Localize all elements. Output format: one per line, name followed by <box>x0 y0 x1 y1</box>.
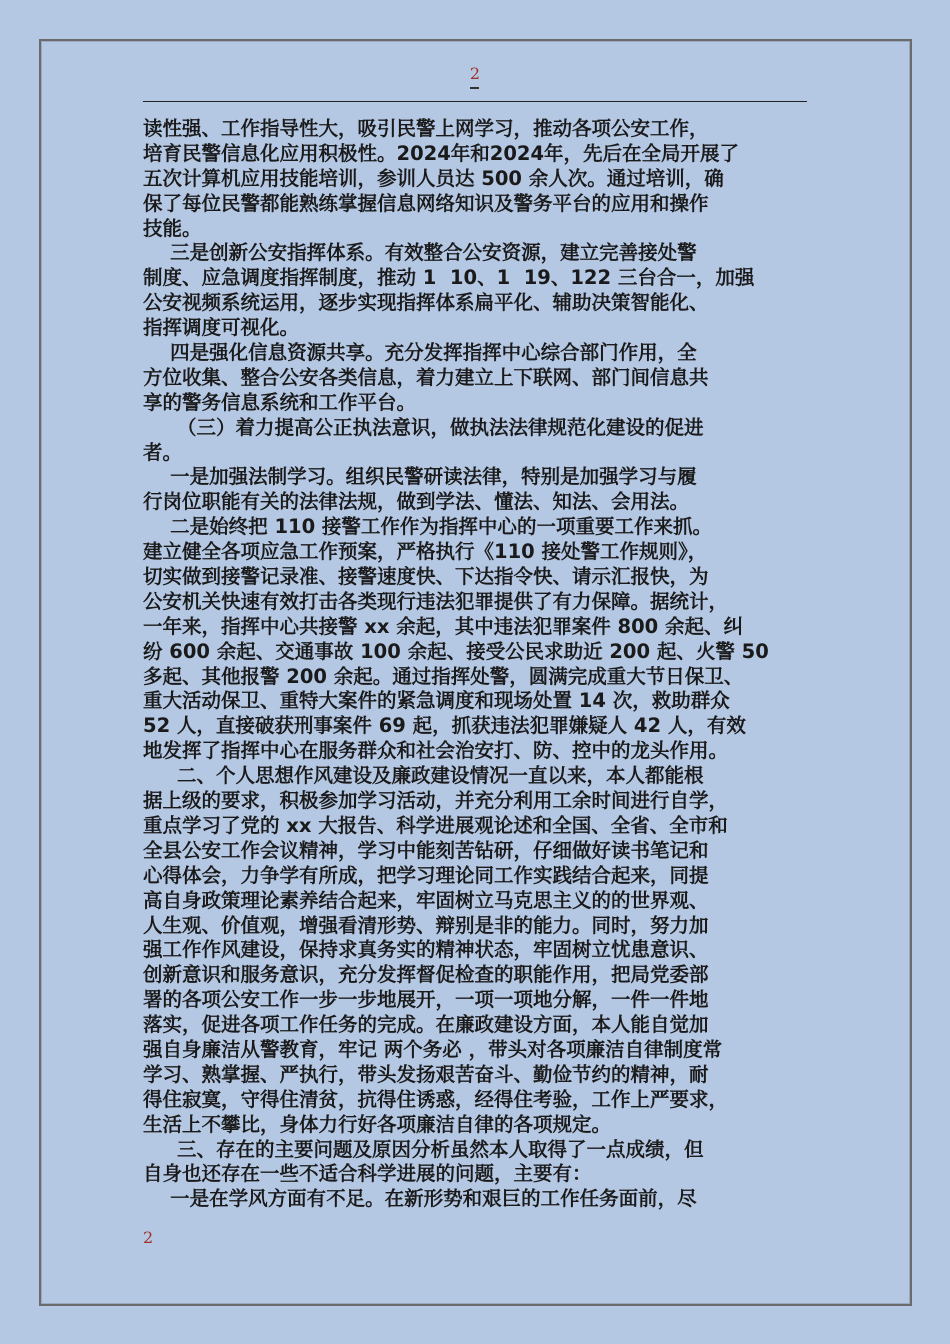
text-line: 重点学习了党的 xx 大报告、科学进展观论述和全国、全省、全市和 <box>143 813 728 837</box>
text-line: 创新意识和服务意识，充分发挥督促检查的职能作用，把局党委部 <box>143 963 709 987</box>
text-line: 52 人，直接破获刑事案件 69 起，抓获违法犯罪嫌疑人 42 人，有效 <box>143 714 746 738</box>
document-body <box>143 117 823 1212</box>
text-line: 培育民警信息化应用积极性。2024年和2024年，先后在全局开展了 <box>143 141 740 165</box>
text-line: 一是加强法制学习。组织民警研读法律，特别是加强学习与履 <box>143 465 697 489</box>
header-page-number: 2 <box>469 64 481 83</box>
text-line: 三、存在的主要问题及原因分析虽然本人取得了一点成绩，但 <box>143 1137 704 1161</box>
text-line: 生活上不攀比，身体力行好各项廉洁自律的各项规定。 <box>143 1112 612 1136</box>
text-line: 多起、其他报警 200 余起。通过指挥处警，圆满完成重大节日保卫、 <box>143 664 744 688</box>
text-line: 行岗位职能有关的法律法规，做到学法、懂法、知法、会用法。 <box>143 490 690 514</box>
text-line: 享的警务信息系统和工作平台。 <box>143 390 417 414</box>
header-underline-mark <box>470 87 479 89</box>
text-line: 公安机关快速有效打击各类现行违法犯罪提供了有力保障。据统计， <box>143 589 729 613</box>
text-line: 学习、熟掌握、严执行，带头发扬艰苦奋斗、勤俭节约的精神，耐 <box>143 1062 709 1086</box>
text-line: 心得体会，力争学有所成，把学习理论同工作实践结合起来，同提 <box>143 863 709 887</box>
text-line: 得住寂寞，守得住清贫，抗得住诱惑，经得住考验，工作上严要求， <box>143 1087 729 1111</box>
text-line: 署的各项公安工作一步一步地展开，一项一项地分解，一件一件地 <box>143 988 709 1012</box>
text-line: 强工作作风建设，保持求真务实的精神状态，牢固树立忧患意识、 <box>143 938 709 962</box>
text-line: 落实，促进各项工作任务的完成。在廉政建设方面，本人能自觉加 <box>143 1013 709 1037</box>
text-line: 一年来，指挥中心共接警 xx 余起，其中违法犯罪案件 800 余起、纠 <box>143 614 744 638</box>
text-line: （三）着力提高公正执法意识，做执法法律规范化建设的促进 <box>143 415 704 439</box>
text-line: 五次计算机应用技能培训，参训人员达 500 余人次。通过培训，确 <box>143 166 724 190</box>
text-line: 一是在学风方面有不足。在新形势和艰巨的工作任务面前，尽 <box>143 1187 697 1211</box>
text-line: 读性强、工作指导性大，吸引民警上网学习，推动各项公安工作， <box>143 117 709 140</box>
text-line: 纷 600 余起、交通事故 100 余起、接受公民求助近 200 起、火警 50 <box>143 639 769 663</box>
text-line: 四是强化信息资源共享。充分发挥指挥中心综合部门作用，全 <box>143 341 697 365</box>
text-line: 方位收集、整合公安各类信息，着力建立上下联网、部门间信息共 <box>143 365 709 389</box>
text-line: 制度、应急调度指挥制度，推动 1 10、1 19、122 三台合一，加强 <box>143 266 755 290</box>
text-line: 技能。 <box>143 216 202 240</box>
text-line: 强自身廉洁从警教育，牢记 两个务必 ，带头对各项廉洁自律制度常 <box>143 1037 723 1061</box>
text-line: 据上级的要求，积极参加学习活动，并充分利用工余时间进行自学， <box>143 789 729 813</box>
text-line: 地发挥了指挥中心在服务群众和社会治安打、防、控中的龙头作用。 <box>143 739 729 763</box>
text-line: 公安视频系统运用，逐步实现指挥体系扁平化、辅助决策智能化、 <box>143 291 709 315</box>
text-line: 重大活动保卫、重特大案件的紧急调度和现场处置 14 次，救助群众 <box>143 689 730 713</box>
text-line: 二、个人思想作风建设及廉政建设情况一直以来，本人都能根 <box>143 764 704 788</box>
text-line: 人生观、价值观，增强看清形势、辩别是非的能力。同时，努力加 <box>143 913 709 937</box>
text-line: 指挥调度可视化。 <box>143 316 300 340</box>
text-line: 二是始终把 110 接警工作作为指挥中心的一项重要工作来抓。 <box>143 515 712 539</box>
text-line: 高自身政策理论素养结合起来，牢固树立马克思主义的的世界观、 <box>143 888 709 912</box>
text-line: 三是创新公安指挥体系。有效整合公安资源，建立完善接处警 <box>143 241 697 265</box>
text-line: 者。 <box>143 440 183 464</box>
footer-page-number: 2 <box>143 1228 154 1247</box>
text-line: 切实做到接警记录准、接警速度快、下达指令快、请示汇报快，为 <box>143 565 709 589</box>
text-line: 建立健全各项应急工作预案，严格执行《110 接处警工作规则》， <box>143 540 708 564</box>
text-line: 保了每位民警都能熟练掌握信息网络知识及警务平台的应用和操作 <box>143 191 709 215</box>
header-rule <box>143 101 807 102</box>
text-line: 全县公安工作会议精神，学习中能刻苦钻研，仔细做好读书笔记和 <box>143 838 709 862</box>
text-line: 自身也还存在一些不适合科学进展的问题，主要有： <box>143 1162 592 1186</box>
